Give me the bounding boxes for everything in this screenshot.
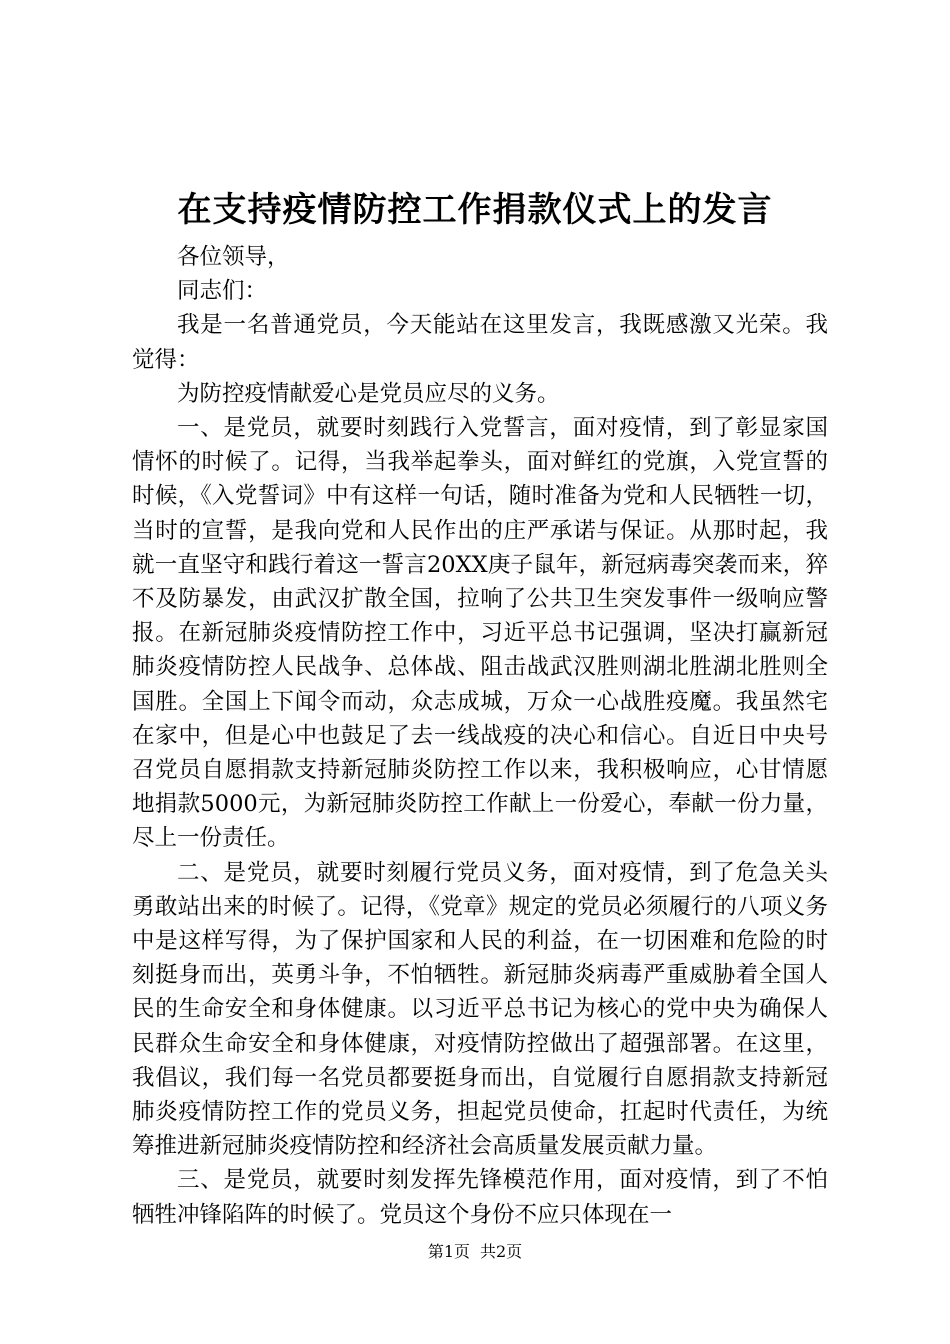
paragraph-point-one: 一、是党员，就要时刻践行入党誓言，面对疫情，到了彰显家国情怀的时候了。记得，当我举起拳头，面对鲜红的党旗，入党宣誓的时候，《入党誓词》中有这样一句话，随时准备为党和人民牺牲一切，当时的宣誓，是我向党和人民作出的庄严承诺与保证。从那时起，我就一直坚守和践行着这一誓言20XX庚子鼠年，新冠病毒突袭而来，猝不及防暴发，由武汉扩散全国，拉响了公共卫生突发事件一级响应警报。在新冠肺炎疫情防控工作中，习近平总书记强调，坚决打赢新冠肺炎疫情防控人民战争、总体战、阻击战武汉胜则湖北胜湖北胜则全国胜。全国上下闻令而动，众志成城，万众一心战胜疫魔。我虽然宅在家中，但是心中也鼓足了去一线战疫的决心和信心。自近日中央号召党员自愿捐款支持新冠肺炎防控工作以来，我积极响应，心甘情愿地捐款5000元，为新冠肺炎防控工作献上一份爱心，奉献一份力量，尽上一份责任。 (132, 415, 828, 852)
page-footer (0, 1240, 950, 1264)
salutation-comrades: 同志们： (177, 278, 268, 305)
document-title: 在支持疫情防控工作捐款仪式上的发言 (177, 190, 773, 230)
paragraph-point-two: 二、是党员，就要时刻履行党员义务，面对疫情，到了危急关头勇敢站出来的时候了。记得，《党章》规定的党员必须履行的八项义务中是这样写得，为了保护国家和人民的利益，在一切困难和危险的时刻挺身而出，英勇斗争，不怕牺牲。新冠肺炎病毒严重威胁着全国人民的生命安全和身体健康。以习近平总书记为核心的党中央为确保人民群众生命安全和身体健康，对疫情防控做出了超强部署。在这里，我倡议，我们每一名党员都要挺身而出，自觉履行自愿捐款支持新冠肺炎疫情防控工作的党员义务，担起党员使命，扛起时代责任，为统筹推进新冠肺炎疫情防控和经济社会高质量发展贡献力量。 (132, 859, 828, 1160)
paragraph-intro: 我是一名普通党员，今天能站在这里发言，我既感激又光荣。我觉得： (132, 312, 828, 373)
paragraph-thesis: 为防控疫情献爱心是党员应尽的义务。 (177, 380, 560, 407)
document-body (132, 240, 828, 1232)
page-total: 共2页 (480, 1242, 523, 1261)
paragraph-point-three: 三、是党员，就要时刻发挥先锋模范作用，面对疫情，到了不怕牺牲冲锋陷阵的时候了。党员这个身份不应只体现在一 (132, 1167, 828, 1228)
page-number: 第1页 (427, 1242, 470, 1261)
salutation-leaders: 各位领导， (177, 244, 290, 270)
